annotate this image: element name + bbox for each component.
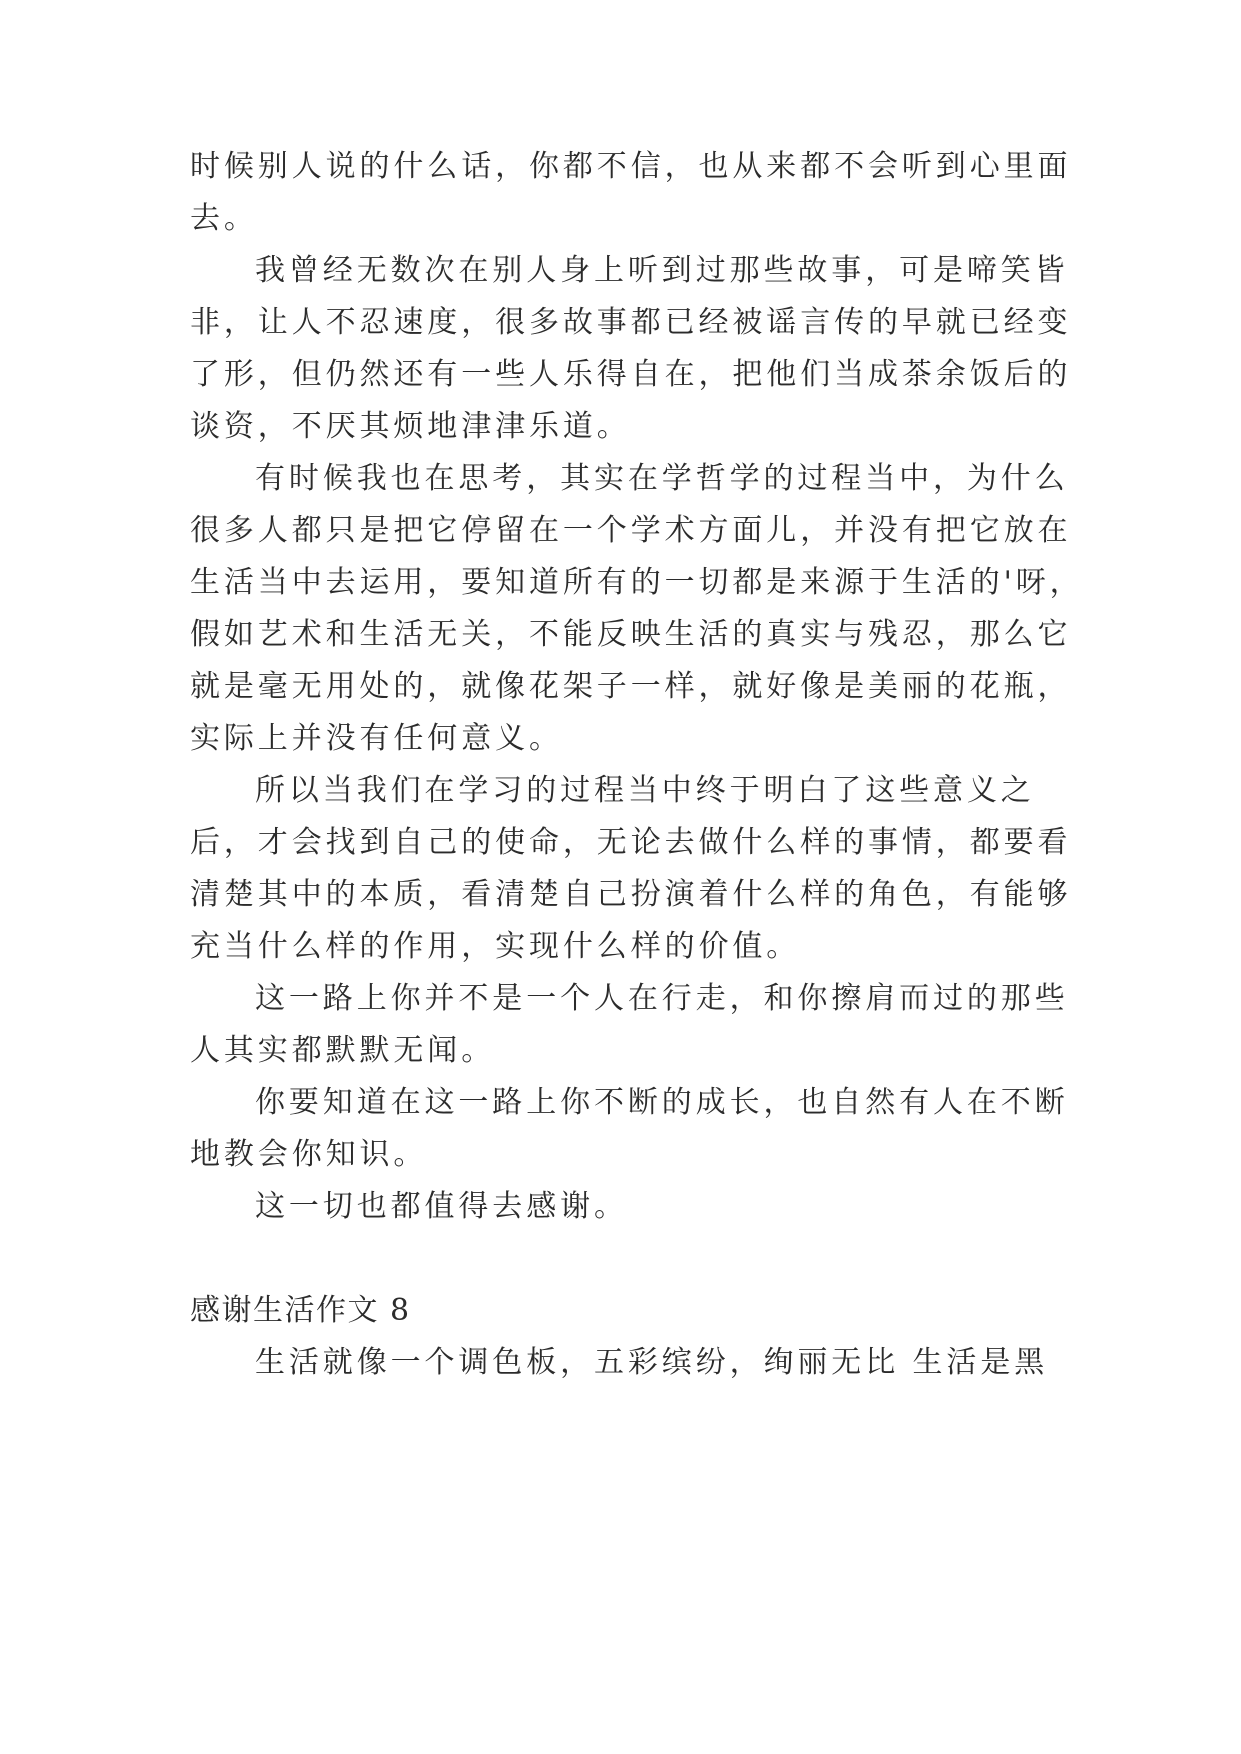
paragraph-5-line-1: 这一路上你并不是一个人在行走，和你擦肩而过的那些 xyxy=(255,981,1069,1016)
paragraph-4-line-3: 清楚其中的本质，看清楚自己扮演着什么样的角色，有能够 xyxy=(190,877,1072,912)
paragraph-8-line-1: 生活就像一个调色板，五彩缤纷，绚丽无比 生活是黑 xyxy=(255,1345,1049,1380)
paragraph-3-line-1: 有时候我也在思考，其实在学哲学的过程当中，为什么 xyxy=(255,461,1069,496)
paragraph-1-line-2: 去。 xyxy=(190,201,258,236)
paragraph-4-line-4: 充当什么样的作用，实现什么样的价值。 xyxy=(190,929,801,964)
paragraph-4-line-2: 后，才会找到自己的使命，无论去做什么样的事情，都要看 xyxy=(190,825,1072,860)
paragraph-7-line-1: 这一切也都值得去感谢。 xyxy=(255,1189,628,1224)
paragraph-2-line-4: 谈资，不厌其烦地津津乐道。 xyxy=(190,409,631,444)
paragraph-3-line-2: 很多人都只是把它停留在一个学术方面儿，并没有把它放在 xyxy=(190,513,1072,548)
paragraph-3-line-4: 假如艺术和生活无关，不能反映生活的真实与残忍，那么它 xyxy=(190,617,1072,652)
paragraph-2-line-3: 了形，但仍然还有一些人乐得自在，把他们当成茶余饭后的 xyxy=(190,357,1072,392)
paragraph-1-line-1: 时候别人说的什么话，你都不信，也从来都不会听到心里面 xyxy=(190,149,1072,184)
paragraph-5-line-2: 人其实都默默无闻。 xyxy=(190,1033,496,1068)
paragraph-6-line-2: 地教会你知识。 xyxy=(190,1137,428,1172)
paragraph-3-line-3: 生活当中去运用，要知道所有的一切都是来源于生活的'呀， xyxy=(190,565,1084,600)
paragraph-2-line-2: 非，让人不忍速度，很多故事都已经被谣言传的早就已经变 xyxy=(190,305,1072,340)
paragraph-6-line-1: 你要知道在这一路上你不断的成长，也自然有人在不断 xyxy=(255,1085,1069,1120)
paragraph-2-line-1: 我曾经无数次在别人身上听到过那些故事，可是啼笑皆 xyxy=(255,253,1069,288)
paragraph-3-line-5: 就是毫无用处的，就像花架子一样，就好像是美丽的花瓶， xyxy=(190,669,1072,704)
section-heading: 感谢生活作文 8 xyxy=(190,1293,411,1328)
paragraph-4-line-1: 所以当我们在学习的过程当中终于明白了这些意义之 xyxy=(255,773,1035,808)
paragraph-3-line-6: 实际上并没有任何意义。 xyxy=(190,721,563,756)
